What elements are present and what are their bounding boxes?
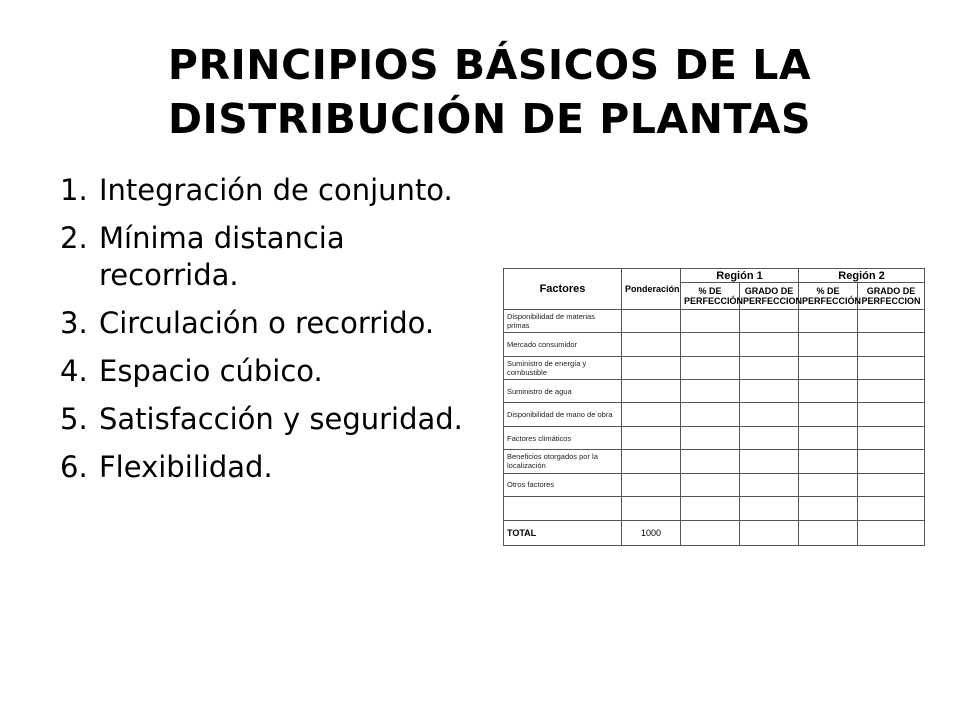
header-pct-r2: % DE PERFECCIÓN (799, 283, 858, 309)
table-cell (799, 473, 858, 496)
list-item (60, 220, 480, 294)
table-cell (681, 426, 740, 449)
table-cell (740, 403, 799, 426)
table-cell (858, 356, 925, 379)
table-cell (622, 426, 681, 449)
table-cell (622, 356, 681, 379)
table-row (504, 473, 925, 496)
title-line-1: PRINCIPIOS BÁSICOS DE LA (167, 41, 812, 89)
table-cell (858, 450, 925, 473)
list-item (60, 401, 480, 438)
table-cell (740, 450, 799, 473)
table-cell (858, 309, 925, 332)
total-label: TOTAL (504, 520, 622, 545)
table-cell (681, 356, 740, 379)
table-cell (740, 426, 799, 449)
slide-title (0, 38, 979, 146)
table-row (504, 356, 925, 379)
table-cell (622, 333, 681, 356)
table-cell (622, 309, 681, 332)
list-item (60, 353, 480, 390)
header-ponderacion: Ponderación (622, 269, 681, 310)
table-cell (681, 403, 740, 426)
item-text: Satisfacción y seguridad. (99, 402, 463, 436)
header-pct-r1: % DE PERFECCIÓN (681, 283, 740, 309)
table-cell (740, 356, 799, 379)
factor-name: Factores climáticos (504, 426, 622, 449)
table-cell (858, 520, 925, 545)
principles-list (60, 172, 480, 497)
item-number: 4. (60, 354, 88, 388)
table-row (504, 309, 925, 332)
item-number: 3. (60, 306, 88, 340)
item-number: 5. (60, 402, 88, 436)
header-grado-r1: GRADO DE PERFECCION (740, 283, 799, 309)
list-item (60, 305, 480, 342)
item-number: 1. (60, 173, 88, 207)
item-text: Espacio cúbico. (99, 354, 323, 388)
factor-name: Otros factores (504, 473, 622, 496)
factor-name: Disponibilidad de mano de obra (504, 403, 622, 426)
factors-table-image (503, 268, 924, 546)
table-cell (622, 473, 681, 496)
factors-table (503, 268, 925, 546)
item-text: Circulación o recorrido. (99, 306, 435, 340)
table-cell (799, 333, 858, 356)
table-cell (681, 473, 740, 496)
header-grado-r2: GRADO DE PERFECCION (858, 283, 925, 309)
table-cell (622, 497, 681, 520)
table-cell (681, 380, 740, 403)
header-region-2: Región 2 (799, 269, 925, 283)
table-cell (681, 450, 740, 473)
header-region-1: Región 1 (681, 269, 799, 283)
table-cell (799, 403, 858, 426)
table-cell (681, 520, 740, 545)
table-cell (799, 426, 858, 449)
table-cell (681, 497, 740, 520)
item-text: Flexibilidad. (99, 450, 273, 484)
table-row (504, 380, 925, 403)
item-text: Integración de conjunto. (99, 173, 453, 207)
table-cell (799, 520, 858, 545)
list-item (60, 172, 480, 209)
table-cell (858, 380, 925, 403)
factor-name (504, 497, 622, 520)
table-cell (622, 380, 681, 403)
table-cell (799, 450, 858, 473)
list-item (60, 449, 480, 486)
total-row (504, 520, 925, 545)
item-number: 2. (60, 221, 88, 255)
table-cell (681, 333, 740, 356)
table-cell (799, 356, 858, 379)
table-cell (740, 473, 799, 496)
item-number: 6. (60, 450, 88, 484)
factor-name: Suministro de agua (504, 380, 622, 403)
table-cell (858, 403, 925, 426)
header-factores: Factores (504, 269, 622, 310)
table-cell (858, 473, 925, 496)
table-cell (740, 520, 799, 545)
table-row (504, 450, 925, 473)
table-cell (622, 450, 681, 473)
table-cell (858, 497, 925, 520)
table-cell (740, 309, 799, 332)
table-row (504, 426, 925, 449)
factor-rows (504, 309, 925, 520)
table-cell (799, 380, 858, 403)
table-cell (799, 309, 858, 332)
table-cell (858, 333, 925, 356)
table-cell (740, 380, 799, 403)
table-row (504, 497, 925, 520)
table-cell (622, 403, 681, 426)
table-row (504, 403, 925, 426)
table-row (504, 333, 925, 356)
factor-name: Beneficios otorgados por la localización (504, 450, 622, 473)
table-cell (740, 333, 799, 356)
table-cell (740, 497, 799, 520)
factor-name: Disponibilidad de materias primas (504, 309, 622, 332)
table-cell (858, 426, 925, 449)
factor-name: Suministro de energía y combustible (504, 356, 622, 379)
table-cell (799, 497, 858, 520)
item-text: Mínima distancia recorrida. (99, 221, 345, 292)
table-cell (681, 309, 740, 332)
total-value: 1000 (622, 520, 681, 545)
factor-name: Mercado consumidor (504, 333, 622, 356)
title-line-2: DISTRIBUCIÓN DE PLANTAS (167, 95, 812, 143)
